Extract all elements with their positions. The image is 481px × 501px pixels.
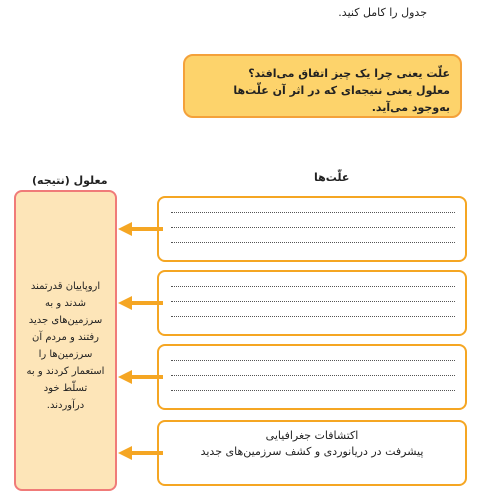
arrow-icon [116, 296, 164, 310]
answer-line [171, 301, 455, 302]
definition-callout [183, 54, 462, 118]
answer-line [171, 360, 455, 361]
answer-line [171, 390, 455, 391]
arrow-icon [116, 222, 164, 236]
answer-line [171, 212, 455, 213]
effect-text: اروپاییان قدرتمند شدند و به سرزمین‌های جدید رفتند و مردم آن سرزمین‌ها را استعمار کردند و به تسلّط خود درآوردند. [26, 281, 105, 411]
cause-definition: علّت یعنی چرا یک چیز اتفاق می‌افتد؟ [248, 67, 450, 80]
answer-line [171, 227, 455, 228]
effect-box [14, 190, 117, 491]
effect-definition: معلول یعنی نتیجه‌ای که در اثر آن علّت‌ها به‌وجود می‌آید. [233, 84, 450, 114]
cause-box-4 [157, 420, 467, 486]
causes-header: علّت‌ها [314, 171, 350, 184]
cause-title: اکتشافات جغرافیایی [265, 429, 359, 442]
answer-line [171, 375, 455, 376]
cause-detail: پیشرفت در دریانوردی و کشف سرزمین‌های جدید [200, 445, 424, 458]
effect-header: معلول (نتیجه) [32, 174, 108, 187]
cause-box-1[interactable] [157, 196, 467, 262]
answer-line [171, 316, 455, 317]
answer-line [171, 286, 455, 287]
instruction-text: جدول را کامل کنید. [338, 6, 427, 19]
answer-line [171, 242, 455, 243]
arrow-icon [116, 446, 164, 460]
cause-box-3[interactable] [157, 344, 467, 410]
cause-box-2[interactable] [157, 270, 467, 336]
arrow-icon [116, 370, 164, 384]
